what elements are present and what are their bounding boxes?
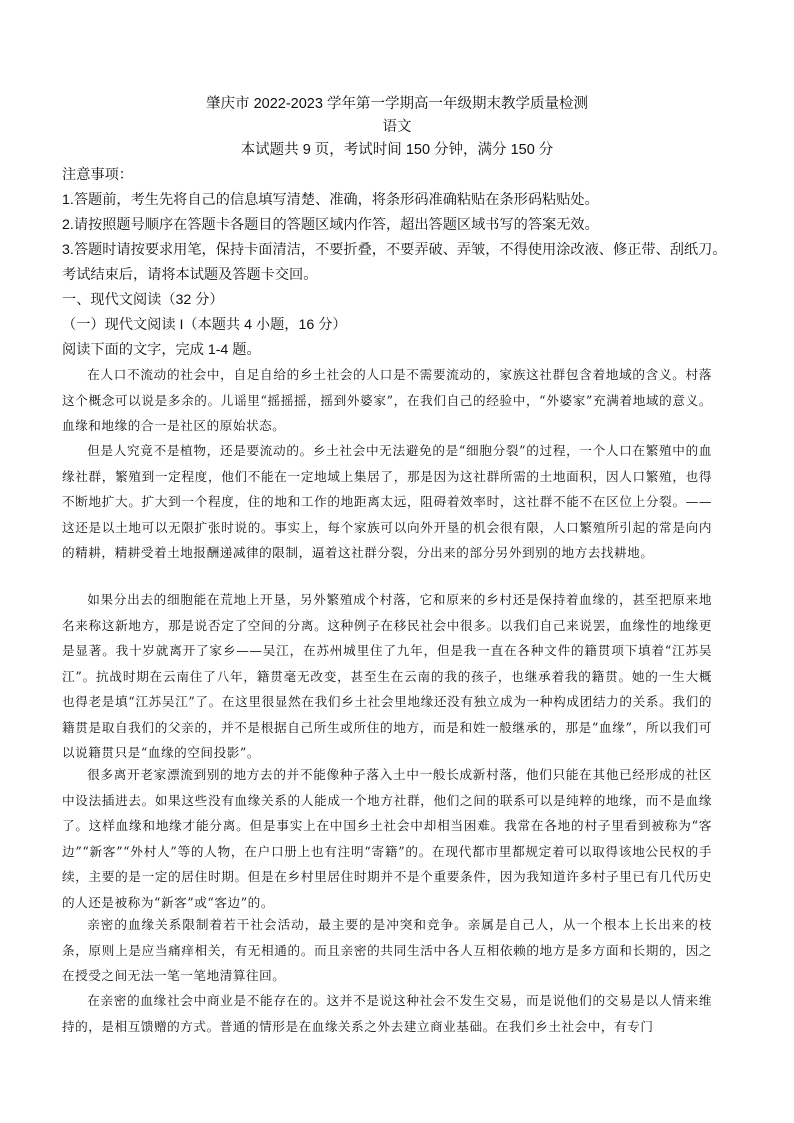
notice-item-1: 1.答题前，考生先将自己的信息填写清楚、准确，将条形码准确粘贴在条形码粘贴处。 <box>62 192 599 208</box>
section-title: 一、现代文阅读（32 分） <box>62 292 224 308</box>
passage-paragraph-6: 在亲密的血缘社会中商业是不能存在的。这并不是说这种社会不发生交易，而是说他们的交易是以人情来维持的，是相互馈赠的方式。普通的情形是在血缘关系之外去建立商业基础。在我们乡土社会中，有专门 <box>62 993 712 1034</box>
reading-instruction: 阅读下面的文字，完成 1-4 题。 <box>62 342 261 358</box>
notice-item-2: 2.请按照题号顺序在答题卡各题目的答题区域内作答，超出答题区域书写的答案无效。 <box>62 217 599 233</box>
exam-title: 肇庆市 2022-2023 学年第一学期高一年级期末教学质量检测 <box>206 96 588 112</box>
exam-subject: 语文 <box>382 119 412 135</box>
notice-closing: 考试结束后，请将本试题及答题卡交回。 <box>62 267 318 283</box>
notice-item-3: 3.答题时请按要求用笔，保持卡面清洁，不要折叠，不要弄破、弄皱，不得使用涂改液、修正带、刮纸刀。 <box>62 242 727 258</box>
notice-heading: 注意事项： <box>62 167 133 183</box>
passage-paragraph-4: 很多离开老家漂流到别的地方去的并不能像种子落入土中一般长成新村落，他们只能在其他已经形成的社区中设法插进去。如果这些没有血缘关系的人能成一个地方社群，他们之间的联系可以是纯粹的地缘，而不是血缘了。这样血缘和地缘才能分离。但是事实上在中国乡土社会中却相当困难。我常在各地的村子里看到被称为“客边”“新客”“外村人”等的人物，在户口册上也有注明“寄籍”的。在现代都市里都规定着可以取得该地公民权的手续，主要的是一定的居住时期。但是在乡村里居住时期并不是个重要条件，因为我知道许多村子里已有几代历史的人还是被称为“新客”或“客边”的。 <box>62 767 712 910</box>
passage-paragraph-3: 如果分出去的细胞能在荒地上开垦，另外繁殖成个村落，它和原来的乡村还是保持着血缘的，甚至把原来地名来称这新地方，那是说否定了空间的分离。这种例子在移民社会中很多。以我们自己来说罢，血缘性的地缘更是显著。我十岁就离开了家乡——吴江，在苏州城里住了九年，但是我一直在各种文件的籍贯项下填着“江苏吴江”。抗战时期在云南住了八年，籍贯毫无改变，甚至生在云南的我的孩子，也继承着我的籍贯。她的一生大概也得老是填“江苏吴江”了。在这里很显然在我们乡土社会里地缘还没有独立成为一种构成团结力的关系。我们的籍贯是取自我们的父亲的，并不是根据自己所生或所住的地方，而是和姓一般继承的，那是“血缘”，所以我们可以说籍贯只是“血缘的空间投影”。 <box>62 592 712 760</box>
subsection-title: （一）现代文阅读 I（本题共 4 小题，16 分） <box>62 317 347 333</box>
passage-paragraph-5: 亲密的血缘关系限制着若干社会活动，最主要的是冲突和竞争。亲属是自己人，从一个根本上长出来的枝条，原则上是应当痛痒相关，有无相通的。而且亲密的共同生活中各人互相依赖的地方是多方面和长期的，因之在授受之间无法一笔一笔地清算往回。 <box>62 917 712 983</box>
passage-paragraph-1: 在人口不流动的社会中，自足自给的乡土社会的人口是不需要流动的，家族这社群包含着地域的含义。村落这个概念可以说是多余的。儿谣里“摇摇摇，摇到外婆家”，在我们自己的经验中，“外婆家”充满着地域的意义。血缘和地缘的合一是社区的原始状态。 <box>62 367 712 433</box>
exam-info: 本试题共 9 页，考试时间 150 分钟，满分 150 分 <box>240 142 554 158</box>
passage-paragraph-2: 但是人究竟不是植物，还是要流动的。乡土社会中无法避免的是“细胞分裂”的过程，一个人口在繁殖中的血缘社群，繁殖到一定程度，他们不能在一定地域上集居了，那是因为这社群所需的土地面积，因人口繁殖，也得不断地扩大。扩大到一个程度，住的地和工作的地距离太远，阻碍着效率时，这社群不能不在区位上分裂。——这还是以土地可以无限扩张时说的。事实上，每个家族可以向外开垦的机会很有限，人口繁殖所引起的常是向内的精耕，精耕受着土地报酬递减律的限制，逼着这社群分裂，分出来的部分另外到别的地方去找耕地。 <box>62 443 712 560</box>
